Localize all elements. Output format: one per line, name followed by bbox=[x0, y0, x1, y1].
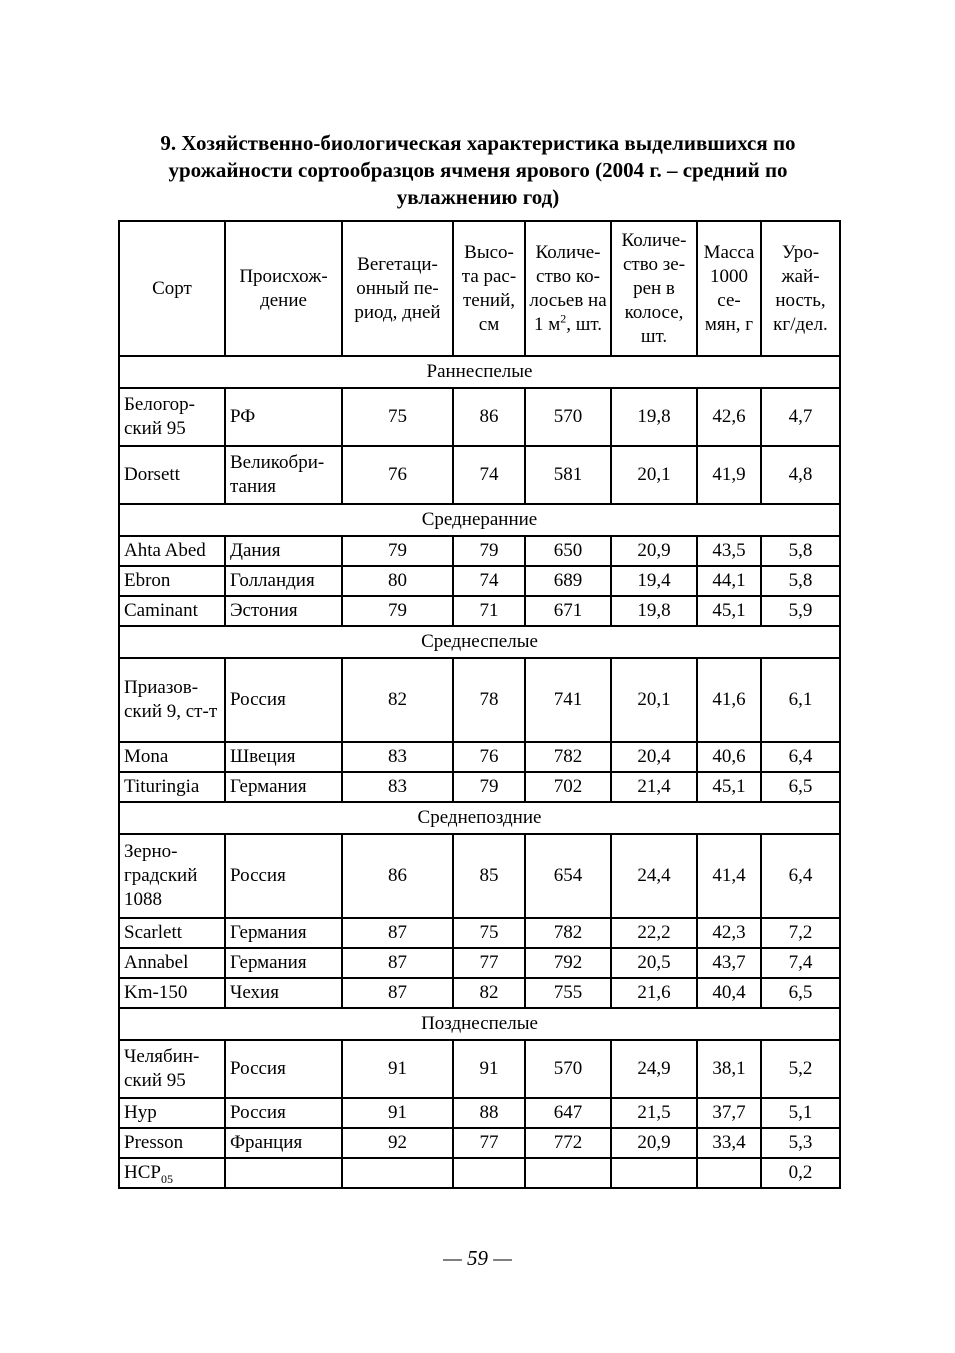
cell-mass: 43,7 bbox=[697, 948, 761, 978]
cell-height: 79 bbox=[453, 772, 525, 802]
cell-mass: 43,5 bbox=[697, 536, 761, 566]
cell-mass: 41,6 bbox=[697, 658, 761, 742]
cell-empty bbox=[342, 1158, 453, 1188]
cell-empty bbox=[611, 1158, 697, 1188]
cell-grains: 20,4 bbox=[611, 742, 697, 772]
cell-sort: Annabel bbox=[119, 948, 225, 978]
cell-yield: 5,3 bbox=[761, 1128, 840, 1158]
cell-height: 74 bbox=[453, 566, 525, 596]
header-ears bbox=[525, 221, 611, 356]
group-label: Среднепоздние bbox=[119, 802, 840, 834]
cell-yield: 4,8 bbox=[761, 446, 840, 504]
cell-veg: 86 bbox=[342, 834, 453, 918]
cell-sort: Presson bbox=[119, 1128, 225, 1158]
cell-sort: Ahta Abed bbox=[119, 536, 225, 566]
cell-yield: 5,9 bbox=[761, 596, 840, 626]
cell-origin: Эстония bbox=[225, 596, 342, 626]
header-height: Высо-та рас-тений, см bbox=[453, 221, 525, 356]
cell-grains: 20,9 bbox=[611, 536, 697, 566]
table-row bbox=[119, 742, 840, 772]
cell-yield: 6,5 bbox=[761, 978, 840, 1008]
cell-ears: 792 bbox=[525, 948, 611, 978]
cell-origin: Россия bbox=[225, 834, 342, 918]
cell-grains: 19,4 bbox=[611, 566, 697, 596]
group-row bbox=[119, 1008, 840, 1040]
cell-sort: Mona bbox=[119, 742, 225, 772]
group-label: Раннеспелые bbox=[119, 356, 840, 388]
cell-yield: 7,2 bbox=[761, 918, 840, 948]
header-mass: Масса 1000 се-мян, г bbox=[697, 221, 761, 356]
cell-origin: Великобри-тания bbox=[225, 446, 342, 504]
cell-mass: 44,1 bbox=[697, 566, 761, 596]
cell-ears: 782 bbox=[525, 742, 611, 772]
header-ears-unit: , шт. bbox=[566, 313, 603, 335]
cell-yield: 4,7 bbox=[761, 388, 840, 446]
cell-height: 82 bbox=[453, 978, 525, 1008]
cell-grains: 21,4 bbox=[611, 772, 697, 802]
table-caption bbox=[118, 130, 838, 211]
caption-line-2: урожайности сортообразцов ячменя ярового (2004 г. – средний по bbox=[168, 158, 788, 182]
cell-origin: Чехия bbox=[225, 978, 342, 1008]
cell-grains: 20,1 bbox=[611, 658, 697, 742]
table-row bbox=[119, 948, 840, 978]
cell-sort: Tituringia bbox=[119, 772, 225, 802]
cell-veg: 75 bbox=[342, 388, 453, 446]
cell-sort: Челябин-ский 95 bbox=[119, 1040, 225, 1098]
header-row bbox=[119, 221, 840, 356]
cell-height: 79 bbox=[453, 536, 525, 566]
table-row bbox=[119, 918, 840, 948]
cell-ears: 689 bbox=[525, 566, 611, 596]
cell-veg: 79 bbox=[342, 596, 453, 626]
table-row bbox=[119, 388, 840, 446]
cell-sort: Dorsett bbox=[119, 446, 225, 504]
cell-mass: 33,4 bbox=[697, 1128, 761, 1158]
table-row bbox=[119, 446, 840, 504]
cell-origin: Германия bbox=[225, 918, 342, 948]
cell-yield: 6,4 bbox=[761, 742, 840, 772]
cell-height: 86 bbox=[453, 388, 525, 446]
cell-sort: Caminant bbox=[119, 596, 225, 626]
table-row bbox=[119, 566, 840, 596]
cell-yield: 5,2 bbox=[761, 1040, 840, 1098]
caption-line-1: 9. Хозяйственно-биологическая характеристика выделившихся по bbox=[160, 131, 796, 155]
cell-mass: 45,1 bbox=[697, 772, 761, 802]
cell-mass: 41,9 bbox=[697, 446, 761, 504]
group-row bbox=[119, 802, 840, 834]
hcp-label-text: НСР bbox=[124, 1162, 161, 1183]
cell-height: 85 bbox=[453, 834, 525, 918]
cell-sort: Ebron bbox=[119, 566, 225, 596]
hcp-row bbox=[119, 1158, 840, 1188]
group-label: Среднеспелые bbox=[119, 626, 840, 658]
cell-mass: 45,1 bbox=[697, 596, 761, 626]
table-row bbox=[119, 834, 840, 918]
cell-veg: 87 bbox=[342, 948, 453, 978]
cell-height: 78 bbox=[453, 658, 525, 742]
cell-empty bbox=[225, 1158, 342, 1188]
table-row bbox=[119, 1098, 840, 1128]
cell-yield: 5,8 bbox=[761, 566, 840, 596]
cell-grains: 19,8 bbox=[611, 596, 697, 626]
cell-origin: Франция bbox=[225, 1128, 342, 1158]
cell-ears: 650 bbox=[525, 536, 611, 566]
group-label: Среднеранние bbox=[119, 504, 840, 536]
cell-grains: 21,6 bbox=[611, 978, 697, 1008]
cell-hcp-label bbox=[119, 1158, 225, 1188]
cell-sort: Белогор-ский 95 bbox=[119, 388, 225, 446]
header-yield: Уро-жай-ность, кг/дел. bbox=[761, 221, 840, 356]
cell-grains: 22,2 bbox=[611, 918, 697, 948]
cell-ears: 755 bbox=[525, 978, 611, 1008]
cell-veg: 87 bbox=[342, 978, 453, 1008]
cell-grains: 24,9 bbox=[611, 1040, 697, 1098]
cell-mass: 38,1 bbox=[697, 1040, 761, 1098]
cell-origin: Россия bbox=[225, 1098, 342, 1128]
cell-grains: 20,9 bbox=[611, 1128, 697, 1158]
cell-origin: Голландия bbox=[225, 566, 342, 596]
cell-veg: 83 bbox=[342, 772, 453, 802]
characteristics-table bbox=[118, 220, 841, 1189]
cell-veg: 87 bbox=[342, 918, 453, 948]
table-row bbox=[119, 536, 840, 566]
cell-grains: 20,5 bbox=[611, 948, 697, 978]
cell-height: 74 bbox=[453, 446, 525, 504]
hcp-label-sub: 05 bbox=[160, 1171, 173, 1186]
cell-empty bbox=[525, 1158, 611, 1188]
cell-height: 71 bbox=[453, 596, 525, 626]
cell-sort: Km-150 bbox=[119, 978, 225, 1008]
cell-veg: 91 bbox=[342, 1098, 453, 1128]
cell-mass: 40,4 bbox=[697, 978, 761, 1008]
cell-origin: РФ bbox=[225, 388, 342, 446]
cell-empty bbox=[453, 1158, 525, 1188]
cell-mass: 41,4 bbox=[697, 834, 761, 918]
cell-sort: Приазов-ский 9, ст-т bbox=[119, 658, 225, 742]
cell-sort: Зерно-градский 1088 bbox=[119, 834, 225, 918]
table-row bbox=[119, 772, 840, 802]
cell-empty bbox=[697, 1158, 761, 1188]
table-row bbox=[119, 978, 840, 1008]
cell-origin: Россия bbox=[225, 1040, 342, 1098]
cell-grains: 21,5 bbox=[611, 1098, 697, 1128]
cell-veg: 92 bbox=[342, 1128, 453, 1158]
cell-height: 75 bbox=[453, 918, 525, 948]
cell-veg: 91 bbox=[342, 1040, 453, 1098]
cell-veg: 82 bbox=[342, 658, 453, 742]
cell-grains: 20,1 bbox=[611, 446, 697, 504]
cell-yield: 6,1 bbox=[761, 658, 840, 742]
group-row bbox=[119, 626, 840, 658]
cell-grains: 24,4 bbox=[611, 834, 697, 918]
cell-ears: 702 bbox=[525, 772, 611, 802]
table-row bbox=[119, 658, 840, 742]
header-sort: Сорт bbox=[119, 221, 225, 356]
cell-origin: Швеция bbox=[225, 742, 342, 772]
cell-veg: 79 bbox=[342, 536, 453, 566]
group-label: Позднеспелые bbox=[119, 1008, 840, 1040]
header-ears-text: Количе-ство ко-лосьев на 1 м bbox=[529, 241, 607, 335]
cell-height: 77 bbox=[453, 948, 525, 978]
group-row bbox=[119, 356, 840, 388]
table-row bbox=[119, 1128, 840, 1158]
caption-line-3: увлажнению год) bbox=[396, 185, 560, 209]
cell-yield: 5,1 bbox=[761, 1098, 840, 1128]
cell-mass: 42,3 bbox=[697, 918, 761, 948]
cell-yield: 5,8 bbox=[761, 536, 840, 566]
cell-origin: Дания bbox=[225, 536, 342, 566]
header-grains: Количе-ство зе-рен в колосе, шт. bbox=[611, 221, 697, 356]
cell-height: 88 bbox=[453, 1098, 525, 1128]
cell-ears: 647 bbox=[525, 1098, 611, 1128]
header-origin: Происхож-дение bbox=[225, 221, 342, 356]
cell-ears: 671 bbox=[525, 596, 611, 626]
cell-ears: 570 bbox=[525, 388, 611, 446]
cell-yield: 6,4 bbox=[761, 834, 840, 918]
cell-hcp-yield: 0,2 bbox=[761, 1158, 840, 1188]
cell-ears: 772 bbox=[525, 1128, 611, 1158]
cell-veg: 80 bbox=[342, 566, 453, 596]
cell-height: 76 bbox=[453, 742, 525, 772]
cell-yield: 6,5 bbox=[761, 772, 840, 802]
cell-mass: 37,7 bbox=[697, 1098, 761, 1128]
group-row bbox=[119, 504, 840, 536]
cell-mass: 40,6 bbox=[697, 742, 761, 772]
header-ears-sup: 2 bbox=[560, 311, 567, 326]
cell-origin: Россия bbox=[225, 658, 342, 742]
cell-sort: Scarlett bbox=[119, 918, 225, 948]
cell-mass: 42,6 bbox=[697, 388, 761, 446]
cell-ears: 581 bbox=[525, 446, 611, 504]
cell-ears: 654 bbox=[525, 834, 611, 918]
cell-height: 91 bbox=[453, 1040, 525, 1098]
page-number: — 59 — bbox=[443, 1246, 512, 1270]
table-row bbox=[119, 596, 840, 626]
cell-yield: 7,4 bbox=[761, 948, 840, 978]
cell-veg: 83 bbox=[342, 742, 453, 772]
cell-ears: 782 bbox=[525, 918, 611, 948]
cell-origin: Германия bbox=[225, 948, 342, 978]
cell-ears: 741 bbox=[525, 658, 611, 742]
cell-sort: Нур bbox=[119, 1098, 225, 1128]
cell-height: 77 bbox=[453, 1128, 525, 1158]
header-vegetation: Вегетаци-онный пе-риод, дней bbox=[342, 221, 453, 356]
cell-ears: 570 bbox=[525, 1040, 611, 1098]
cell-veg: 76 bbox=[342, 446, 453, 504]
cell-origin: Германия bbox=[225, 772, 342, 802]
cell-grains: 19,8 bbox=[611, 388, 697, 446]
table-row bbox=[119, 1040, 840, 1098]
